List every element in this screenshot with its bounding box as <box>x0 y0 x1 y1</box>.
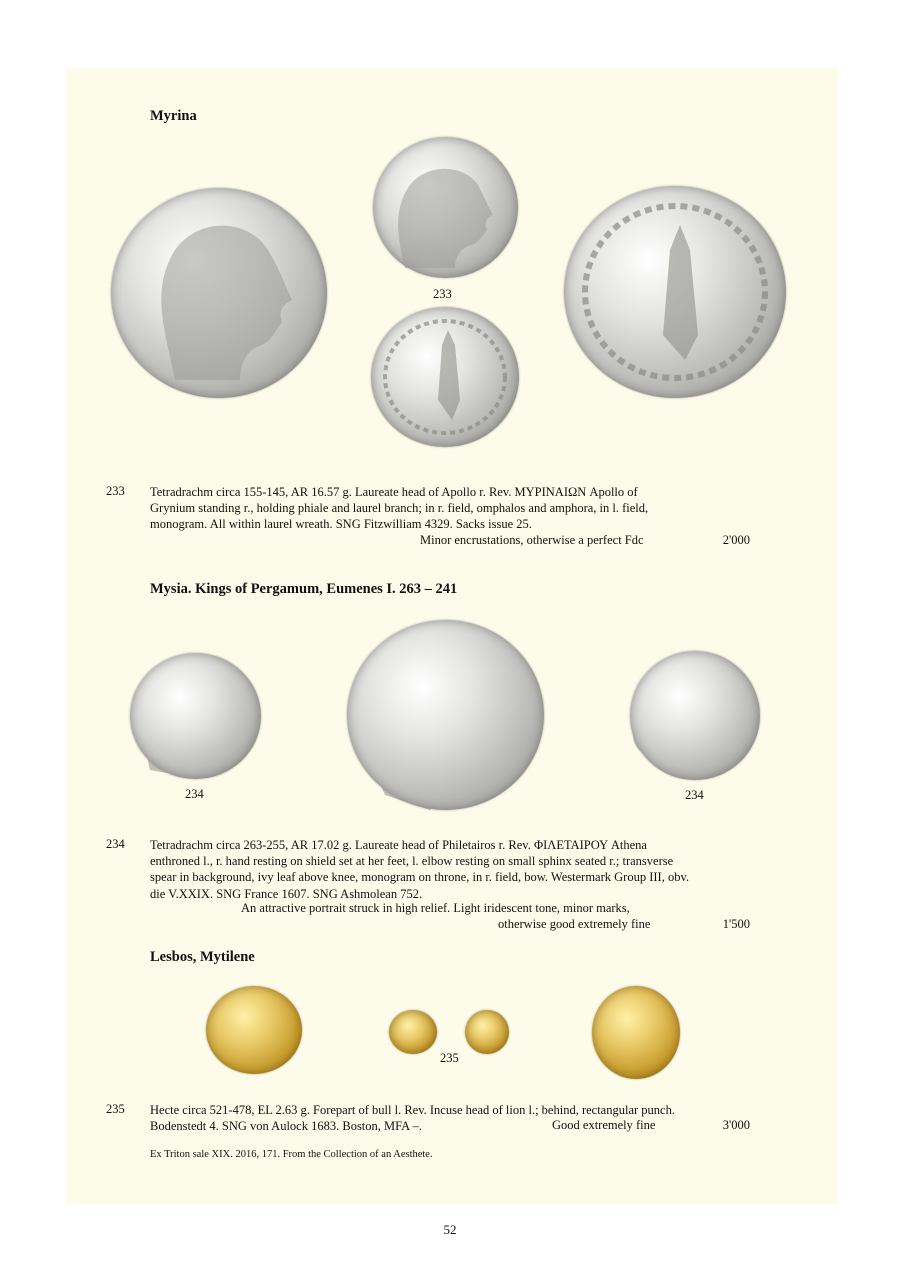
price-233: 2'000 <box>722 533 750 547</box>
description-line: monogram. All within laurel wreath. SNG Fitzwilliam 4329. Sacks issue 25. <box>150 517 532 532</box>
page-number: 52 <box>443 1222 457 1237</box>
head-profile-icon <box>161 226 292 380</box>
coin-235-reverse-small <box>465 1010 509 1054</box>
coin-label-234-right: 234 <box>685 788 704 802</box>
standing-figure-icon <box>663 225 698 360</box>
description-line: spear in background, ivy leaf above knee, monogram on throne, in r. field, bow. Westermark Group III, obv. <box>150 870 690 885</box>
lot-description-235 <box>150 1102 750 1134</box>
coin-234-obverse-small <box>130 653 261 779</box>
description-line: Tetradrachm circa 155-145, AR 16.57 g. Laureate head of Apollo r. Rev. ΜΥΡΙΝΑΙΩΝ Apollo of <box>150 485 638 499</box>
section-heading-myrina: Myrina <box>150 108 197 124</box>
coin-label-235: 235 <box>440 1051 459 1065</box>
lot-number-235: 235 <box>106 1102 125 1116</box>
description-line: Tetradrachm circa 263-255, AR 17.02 g. Laureate head of Philetairos r. Rev. ΦΙΛΕΤΑΙΡΟΥ Athena <box>150 838 647 852</box>
condition-233: Minor encrustations, otherwise a perfect Fdc <box>420 533 644 547</box>
coin-label-233: 233 <box>433 287 452 301</box>
lot-description-234 <box>150 837 750 902</box>
lot-number-233: 233 <box>106 484 125 498</box>
section-heading-lesbos: Lesbos, Mytilene <box>150 949 255 965</box>
provenance-235: Ex Triton sale XIX. 2016, 171. From the Collection of an Aesthete. <box>150 1149 433 1160</box>
coin-234-reverse <box>630 651 760 780</box>
coin-235-obverse-large <box>206 986 302 1074</box>
price-234: 1'500 <box>722 917 750 931</box>
price-235: 3'000 <box>722 1118 750 1132</box>
lot-number-234: 234 <box>106 837 125 851</box>
description-line: Grynium standing r., holding phiale and laurel branch; in r. field, omphalos and amphora, in l. field, <box>150 501 649 516</box>
description-line: die V.XXIX. SNG France 1607. SNG Ashmolean 752. <box>150 886 423 901</box>
description-line: Bodenstedt 4. SNG von Aulock 1683. Boston, MFA –. <box>150 1119 423 1134</box>
condition-235: Good extremely fine <box>552 1118 656 1132</box>
coin-label-234-left: 234 <box>185 787 204 801</box>
section-heading-pergamum: Mysia. Kings of Pergamum, Eumenes I. 263 – 241 <box>150 581 458 597</box>
lot-description-233 <box>150 484 750 533</box>
description-line: enthroned l., r. hand resting on shield set at her feet, l. elbow resting on small sphinx seated r.; transverse <box>150 854 674 869</box>
head-profile-icon <box>398 169 493 268</box>
standing-figure-icon <box>438 330 460 420</box>
condition-234: otherwise good extremely fine <box>498 917 651 931</box>
condition-234-line1: An attractive portrait struck in high relief. Light iridescent tone, minor marks, <box>241 901 630 915</box>
coin-235-obverse-small <box>389 1010 437 1054</box>
coin-234-obverse-large <box>347 620 544 810</box>
coin-235-reverse-large <box>592 986 680 1079</box>
description-line: Hecte circa 521-478, EL 2.63 g. Forepart of bull l. Rev. Incuse head of lion l.; behind, rectangular punch. <box>150 1103 675 1117</box>
